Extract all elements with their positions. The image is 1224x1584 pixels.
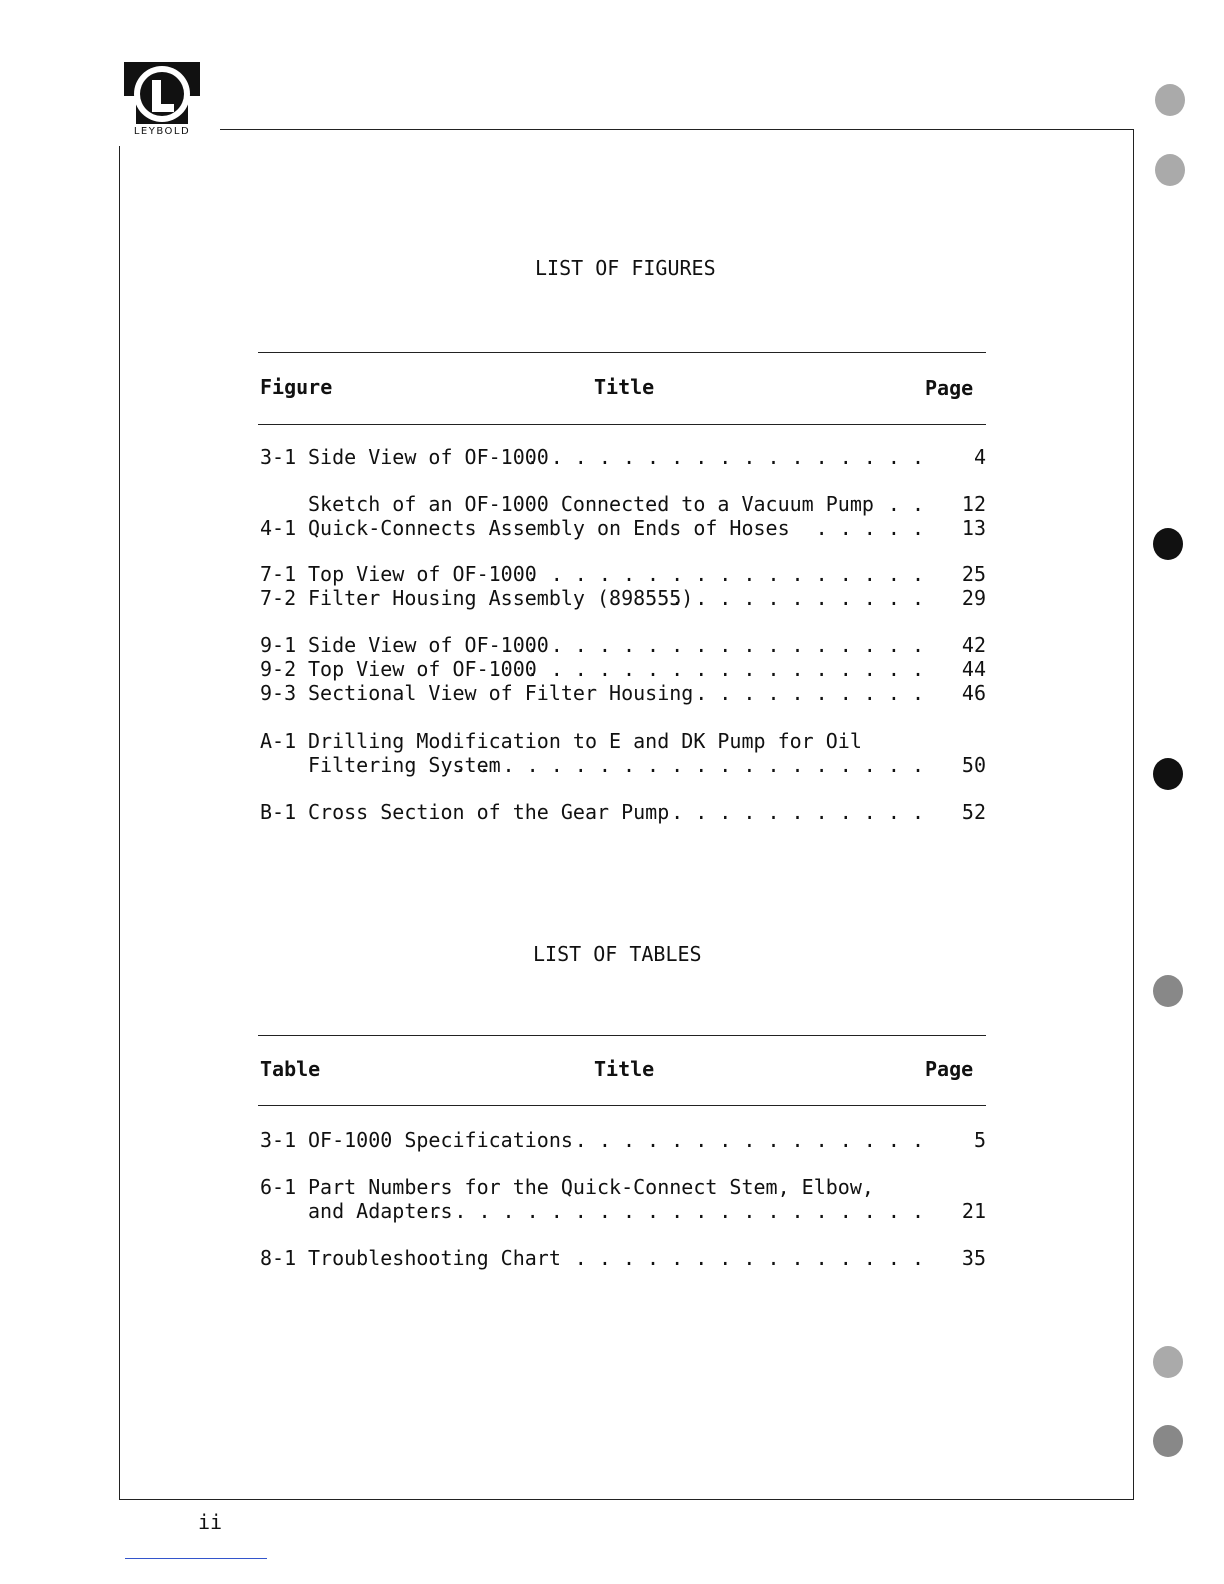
figure-entry-line	[260, 561, 986, 587]
figure-entry-title: Quick-Connects Assembly on Ends of Hoses	[308, 516, 790, 540]
logo-text: LEYBOLD	[133, 126, 191, 137]
figure-entry-title: Sketch of an OF-1000 Connected to a Vacuum Pump	[308, 492, 874, 516]
figure-entry-number: 9-2	[260, 657, 297, 681]
frame-top-rule	[220, 129, 1134, 130]
figure-entry-page: 12	[961, 492, 986, 516]
figure-entry-title: Side View of OF-1000	[308, 445, 549, 469]
figure-entry-number: 3-1	[260, 445, 297, 469]
table-entry-number: 3-1	[260, 1128, 297, 1152]
leybold-logo	[122, 60, 202, 140]
figure-entry-dot-leader: . . . . . . . . . . .	[671, 800, 924, 824]
figure-entry-page: 44	[961, 657, 986, 681]
figure-entry-title: Side View of OF-1000	[308, 633, 549, 657]
binder-hole-1	[1155, 84, 1185, 116]
figure-entry-page: 50	[961, 753, 986, 777]
figure-entry-page: 4	[973, 445, 986, 469]
figure-entry-dot-leader: . . . . . . . . . . . . . . . . .	[526, 633, 924, 657]
tables-col-table: Table	[260, 1057, 321, 1081]
tables-header-top-rule	[258, 1035, 986, 1036]
figure-entry-page: 29	[961, 586, 986, 610]
figure-entry-dot-leader: . . . . . . . . . . . . . . . . . . . .	[454, 753, 924, 777]
table-entry-title: Troubleshooting Chart	[308, 1246, 561, 1270]
figure-entry-dot-leader: . . . . .	[815, 516, 924, 540]
figure-entry-line	[260, 656, 986, 682]
figure-entry-line	[260, 752, 986, 778]
page-number: ii	[198, 1510, 223, 1534]
table-entry-line	[260, 1245, 986, 1271]
figure-entry-title: Filtering System	[308, 753, 501, 777]
table-entry-page: 5	[973, 1128, 986, 1152]
figure-entry-number: A-1	[260, 729, 297, 753]
figure-entry-title: Top View of OF-1000	[308, 657, 537, 681]
table-entry-line	[260, 1198, 986, 1224]
table-entry-dot-leader: . . . . . . . . . . . . . . .	[574, 1128, 924, 1152]
figure-entry-line	[260, 491, 986, 517]
table-entry-line	[260, 1127, 986, 1153]
figure-entry-line	[260, 799, 986, 825]
figures-header-bottom-rule	[258, 424, 986, 425]
figure-entry-page: 42	[961, 633, 986, 657]
figure-entry-dot-leader: . . . . . . . . . . . . . . . . .	[526, 657, 924, 681]
figure-entry-page: 25	[961, 562, 986, 586]
figure-entry-number: 7-2	[260, 586, 297, 610]
figure-entry-title: Top View of OF-1000	[308, 562, 537, 586]
tables-header-bottom-rule	[258, 1105, 986, 1106]
figure-entry-title: Cross Section of the Gear Pump	[308, 800, 670, 824]
figure-entry-title: Sectional View of Filter Housing	[308, 681, 694, 705]
scan-underline-mark	[125, 1558, 267, 1559]
table-entry-page: 21	[961, 1199, 986, 1223]
table-entry-number: 6-1	[260, 1175, 297, 1199]
table-entry-title: OF-1000 Specifications	[308, 1128, 573, 1152]
figure-entry-line	[260, 632, 986, 658]
binder-hole-6	[1153, 1346, 1183, 1378]
figure-entry-dot-leader: . . . . . . . . . . . . . . . . .	[526, 562, 924, 586]
figure-entry-line	[260, 680, 986, 706]
binder-hole-3	[1153, 528, 1183, 560]
figure-entry-number: 7-1	[260, 562, 297, 586]
figures-col-page: Page	[925, 376, 974, 400]
figure-entry-line	[260, 515, 986, 541]
figures-col-title: Title	[594, 375, 655, 399]
figure-entry-page: 46	[961, 681, 986, 705]
figure-entry-line	[260, 728, 986, 754]
figure-entry-line	[260, 444, 986, 470]
tables-heading: LIST OF TABLES	[533, 942, 702, 966]
frame-bottom-rule	[119, 1499, 1134, 1500]
table-entry-number: 8-1	[260, 1246, 297, 1270]
figure-entry-number: 9-3	[260, 681, 297, 705]
figure-entry-line	[260, 585, 986, 611]
binder-hole-5	[1153, 975, 1183, 1007]
figures-header-top-rule	[258, 352, 986, 353]
table-entry-line	[260, 1174, 986, 1200]
table-entry-title: and Adapters	[308, 1199, 453, 1223]
figure-entry-number: B-1	[260, 800, 297, 824]
table-entry-title: Part Numbers for the Quick-Connect Stem, Elbow,	[308, 1175, 874, 1199]
figure-entry-page: 52	[961, 800, 986, 824]
binder-hole-2	[1155, 154, 1185, 186]
figure-entry-title: Drilling Modification to E and DK Pump for Oil	[308, 729, 862, 753]
figure-entry-dot-leader: . . . . . . . . . . . . . . . . .	[526, 445, 924, 469]
binder-hole-4	[1153, 758, 1183, 790]
figure-entry-dot-leader: . . . . . . . . . . .	[671, 586, 924, 610]
table-entry-dot-leader: . . . . . . . . . . . . . . .	[574, 1246, 924, 1270]
tables-col-title: Title	[594, 1057, 655, 1081]
figure-entry-dot-leader: . .	[887, 492, 924, 516]
figure-entry-title: Filter Housing Assembly (898555)	[308, 586, 694, 610]
leybold-logo-mark	[122, 60, 202, 126]
figure-entry-dot-leader: . . . . . . . . . .	[695, 681, 924, 705]
figures-heading: LIST OF FIGURES	[535, 256, 716, 280]
table-entry-page: 35	[961, 1246, 986, 1270]
tables-col-page: Page	[925, 1057, 974, 1081]
binder-hole-7	[1153, 1425, 1183, 1457]
figure-entry-page: 13	[961, 516, 986, 540]
figure-entry-number: 9-1	[260, 633, 297, 657]
frame-left-rule	[119, 146, 120, 1500]
figures-col-figure: Figure	[260, 375, 333, 399]
table-entry-dot-leader: . . . . . . . . . . . . . . . . . . . . .	[430, 1199, 924, 1223]
frame-right-rule	[1133, 129, 1134, 1500]
figure-entry-number: 4-1	[260, 516, 297, 540]
